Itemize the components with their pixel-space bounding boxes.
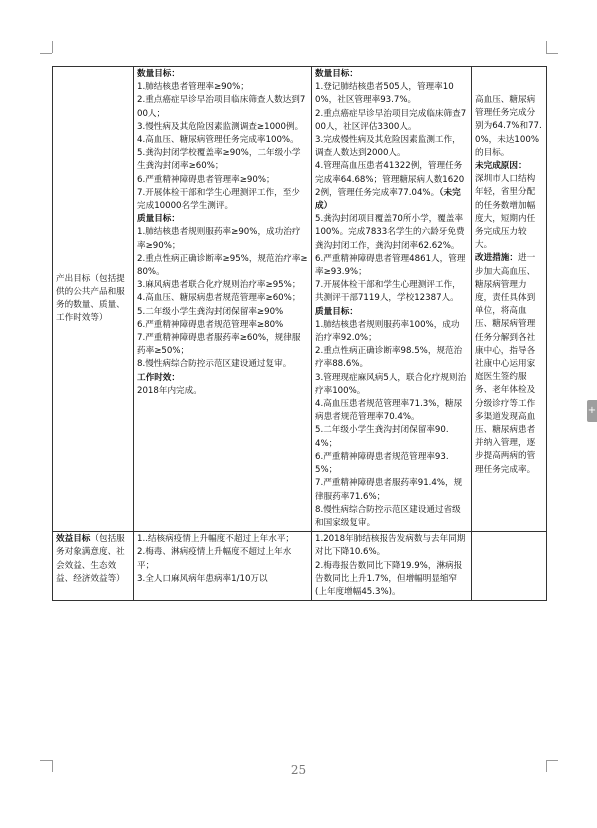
list-item: 2.重点性病正确诊断率≥95%，规范治疗率≥80%。 xyxy=(137,253,308,278)
time-heading: 工作时效： xyxy=(137,372,180,383)
list-item: 4.高血压、糖尿病患者规范管理率≥60%； xyxy=(137,293,301,304)
qty-heading: 数量目标： xyxy=(315,69,358,79)
list-item: 5.二年级小学生龚沟封闭保留率90.4%； xyxy=(315,425,449,449)
measure-text: 进一步加大高血压、糖尿病管理力度，责任具体到单位，将高血压、糖尿病管理任务分解到各社康中心，指导各社康中心运用家庭医生签约服务、老年体检及分级诊疗等工作多渠道发现高血压、糖尿病患者并纳入管理，逐步提高两病的管理任务完成率。 xyxy=(475,253,536,475)
list-item: 3.慢性病及其危险因素监测调查≥1000例。 xyxy=(137,121,304,132)
crop-mark-bl-h xyxy=(40,760,52,761)
list-item: 3.麻风病患者联合化疗规则治疗率≥95%； xyxy=(137,280,301,291)
list-item: 3.管理现症麻风病5人，联合化疗规则治疗率100%。 xyxy=(315,372,467,396)
list-item: 2.重点性病正确诊断率98.5%，规范治疗率88.6%。 xyxy=(315,346,463,370)
list-item: 5.二年级小学生龚沟封闭保留率≥90% xyxy=(137,306,284,317)
benefit-label-rest: （包括服务对象满意度、社会效益、生态效益、经济效益等） xyxy=(56,534,125,584)
output-goals-label: 产出目标（包括提供的公共产品和服务的数量、质量、工作时效等） xyxy=(53,67,134,532)
crop-mark-tr-h xyxy=(546,53,558,54)
list-item xyxy=(315,160,468,213)
crop-mark-br-h xyxy=(546,760,558,761)
quality-heading: 质量目标： xyxy=(315,306,358,317)
list-item: 2.梅毒、淋病疫情上升幅度不超过上年水平； xyxy=(137,547,292,571)
qty-heading: 数量目标： xyxy=(137,69,180,79)
crop-mark-tr-v xyxy=(546,41,547,53)
crop-mark-tl-v xyxy=(52,41,53,53)
list-item: 6.严重精神障碍患者管理率≥90%； xyxy=(137,174,275,185)
list-item: 3.全人口麻风病年患病率1/10万以 xyxy=(137,573,268,584)
list-item: 1.肺结核患者管理率≥90%； xyxy=(137,82,249,93)
list-item: 2.梅毒报告数同比下降19.9%，淋病报告数同比上升1.7%，但增幅明显缩窄(上年度增幅45.3%)。 xyxy=(315,560,463,597)
deviation-intro: 高血压、糖尿病管理任务完成分别为64.7%和77.0%，未达100%的目标。 xyxy=(475,95,542,158)
list-item: 1.2018年肺结核报告发病数与去年同期对比下降10.6%。 xyxy=(315,534,466,558)
list-item: 7.严重精神障碍患者服药率91.4%，规律服药率71.6%； xyxy=(315,478,463,502)
list-item: 1.肺结核患者规则服药率≥90%，成功治疗率≥90%； xyxy=(137,227,301,251)
unfinished-note: （未完成） xyxy=(315,187,461,212)
time-text: 2018年内完成。 xyxy=(137,385,202,396)
crop-mark-tl-h xyxy=(40,53,52,54)
list-item: 8.慢性病综合防控示范区建设通过省级和国家级复审。 xyxy=(315,504,461,528)
table-row-benefit-goals xyxy=(53,532,547,601)
measure-paragraph xyxy=(475,252,543,476)
table-row-output-goals xyxy=(53,67,547,532)
list-item: 3.完成慢性病及其危险因素监测工作，调查人数达到2000人。 xyxy=(315,135,461,159)
list-item-text: 4.管理高血压患者41322例，管理任务完成率64.68%；管理糖尿病人数16202例，管理任务完成率77.04%。 xyxy=(315,161,465,198)
list-item: 6.严重精神障碍患者规范管理率93.5%； xyxy=(315,451,449,476)
list-item: 6.严重精神障碍患者规范管理率≥80% xyxy=(137,319,284,330)
list-item: 6.严重精神障碍患者管理4861人，管理率≥93.9%； xyxy=(315,253,466,278)
page-number: 25 xyxy=(290,763,307,777)
actual-output-cell xyxy=(312,67,472,532)
benefit-label-bold: 效益目标 xyxy=(56,534,91,545)
expand-plus-button[interactable]: + xyxy=(587,400,597,422)
reason-text: 深圳市人口结构年轻，省里分配的任务数增加幅度大，短期内任务完成压力较大。 xyxy=(475,174,536,251)
deviation-analysis-cell xyxy=(472,67,547,532)
list-item: 5.龚沟封闭学校覆盖率≥90%，二年级小学生龚沟封闭率≥60%； xyxy=(137,148,301,172)
list-item: 8.慢性病综合防控示范区建设通过复审。 xyxy=(137,359,292,370)
reason-heading: 未完成原因： xyxy=(475,161,527,172)
list-item: 4.高血压、糖尿病管理任务完成率100%。 xyxy=(137,135,299,146)
list-item: 2.重点癌症早诊早治项目完成临床筛查700人，社区评估3300人。 xyxy=(315,108,467,132)
planned-output-cell xyxy=(134,67,312,532)
performance-table xyxy=(52,66,547,601)
list-item: 7.严重精神障碍患者服药率≥60%，规律服药率≥50%； xyxy=(137,333,301,357)
actual-benefit-cell xyxy=(312,532,472,601)
list-item: 4.高血压患者规范管理率71.3%，糖尿病患者规范管理率70.4%。 xyxy=(315,399,463,423)
quality-heading: 质量目标： xyxy=(137,214,180,225)
benefit-goals-label xyxy=(53,532,134,601)
list-item: 5.龚沟封闭项目覆盖70所小学，覆盖率100%。完成7833名学生的六龄牙免费龚沟封闭工作，龚沟封闭率62.62%。 xyxy=(315,214,465,251)
list-item: 1..结核病疫情上升幅度不超过上年水平； xyxy=(137,534,295,545)
benefit-deviation-cell xyxy=(472,532,547,601)
list-item: 7.开展体检干部和学生心理测评工作，至少完成10000名学生测评。 xyxy=(137,187,300,212)
planned-benefit-cell xyxy=(134,532,312,601)
list-item: 7.开展体检干部和学生心理测评工作，共测评干部7119人，学校12387人。 xyxy=(315,280,461,304)
list-item: 1.肺结核患者规则服药率100%，成功治疗率92.0%； xyxy=(315,319,460,344)
measure-heading: 改进措施： xyxy=(475,253,518,264)
list-item: 2.重点癌症早诊早治项目临床筛查人数达到700人； xyxy=(137,95,306,119)
list-item: 1.登记肺结核患者505人，管理率100%，社区管理率93.7%。 xyxy=(315,82,454,106)
